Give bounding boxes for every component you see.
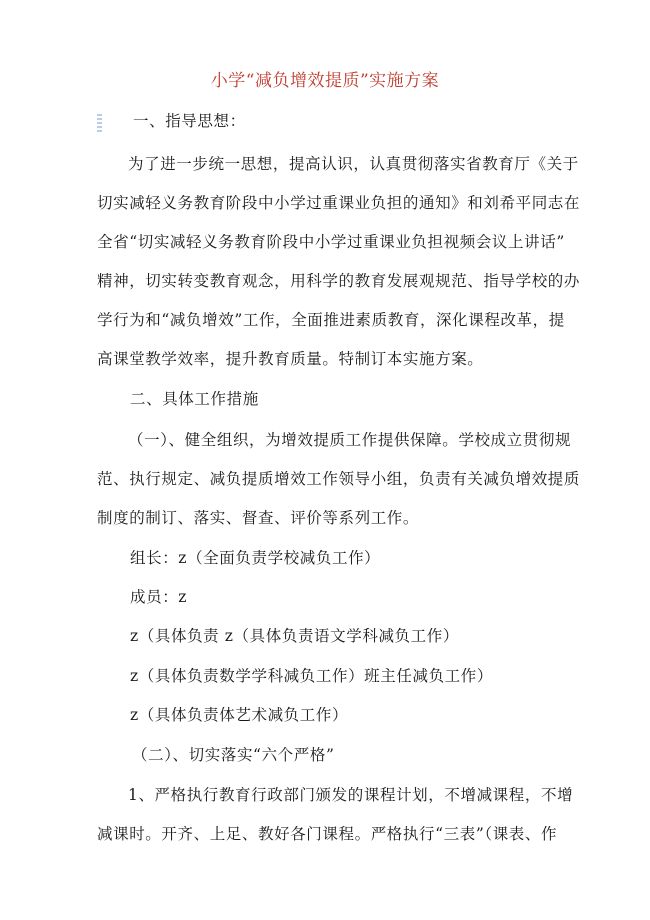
paragraph-line: 减课时。开齐、上足、教好各门课程。严格执行“三表”（课表、作 bbox=[97, 825, 558, 843]
paragraph-line: 切实减轻义务教育阶段中小学过重课业负担的通知》和刘希平同志在 bbox=[97, 194, 581, 212]
subsection-heading: （二）、切实落实“六个严格” bbox=[132, 746, 335, 764]
section-heading-2: 二、具体工作措施 bbox=[130, 390, 259, 408]
member-item: z（具体负责体艺术减负工作） bbox=[130, 706, 349, 724]
member-item: z（具体负责 z（具体负责语文学科减负工作） bbox=[130, 627, 459, 645]
paragraph-line: 1、严格执行教育行政部门颁发的课程计划，不增减课程，不增 bbox=[128, 786, 574, 804]
paragraph-line: 精神，切实转变教育观念，用科学的教育发展观规范、指导学校的办 bbox=[97, 272, 581, 290]
document-title: 小学“减负增效提质”实施方案 bbox=[210, 71, 440, 91]
group-members: 成员：z bbox=[130, 588, 188, 606]
member-item: z（具体负责数学学科减负工作）班主任减负工作） bbox=[130, 667, 493, 685]
margin-mark bbox=[97, 114, 102, 132]
paragraph-line: （一）、健全组织，为增效提质工作提供保障。学校成立贯彻规 bbox=[128, 431, 572, 449]
group-leader: 组长：z（全面负责学校减负工作） bbox=[130, 549, 381, 567]
paragraph-line: 为了进一步统一思想，提高认识，认真贯彻落实省教育厅《关于 bbox=[128, 155, 579, 173]
paragraph-line: 制度的制订、落实、督查、评价等系列工作。 bbox=[97, 509, 420, 527]
paragraph-line: 全省“切实减轻义务教育阶段中小学过重课业负担视频会议上讲话” bbox=[97, 233, 565, 251]
paragraph-line: 学行为和“减负增效”工作，全面推进素质教育，深化课程改革，提 bbox=[97, 311, 565, 329]
paragraph-line: 范、执行规定、减负提质增效工作领导小组，负责有关减负增效提质 bbox=[97, 470, 581, 488]
section-heading-1: 一、指导思想： bbox=[133, 112, 246, 130]
paragraph-line: 高课堂教学效率，提升教育质量。特制订本实施方案。 bbox=[97, 350, 484, 368]
